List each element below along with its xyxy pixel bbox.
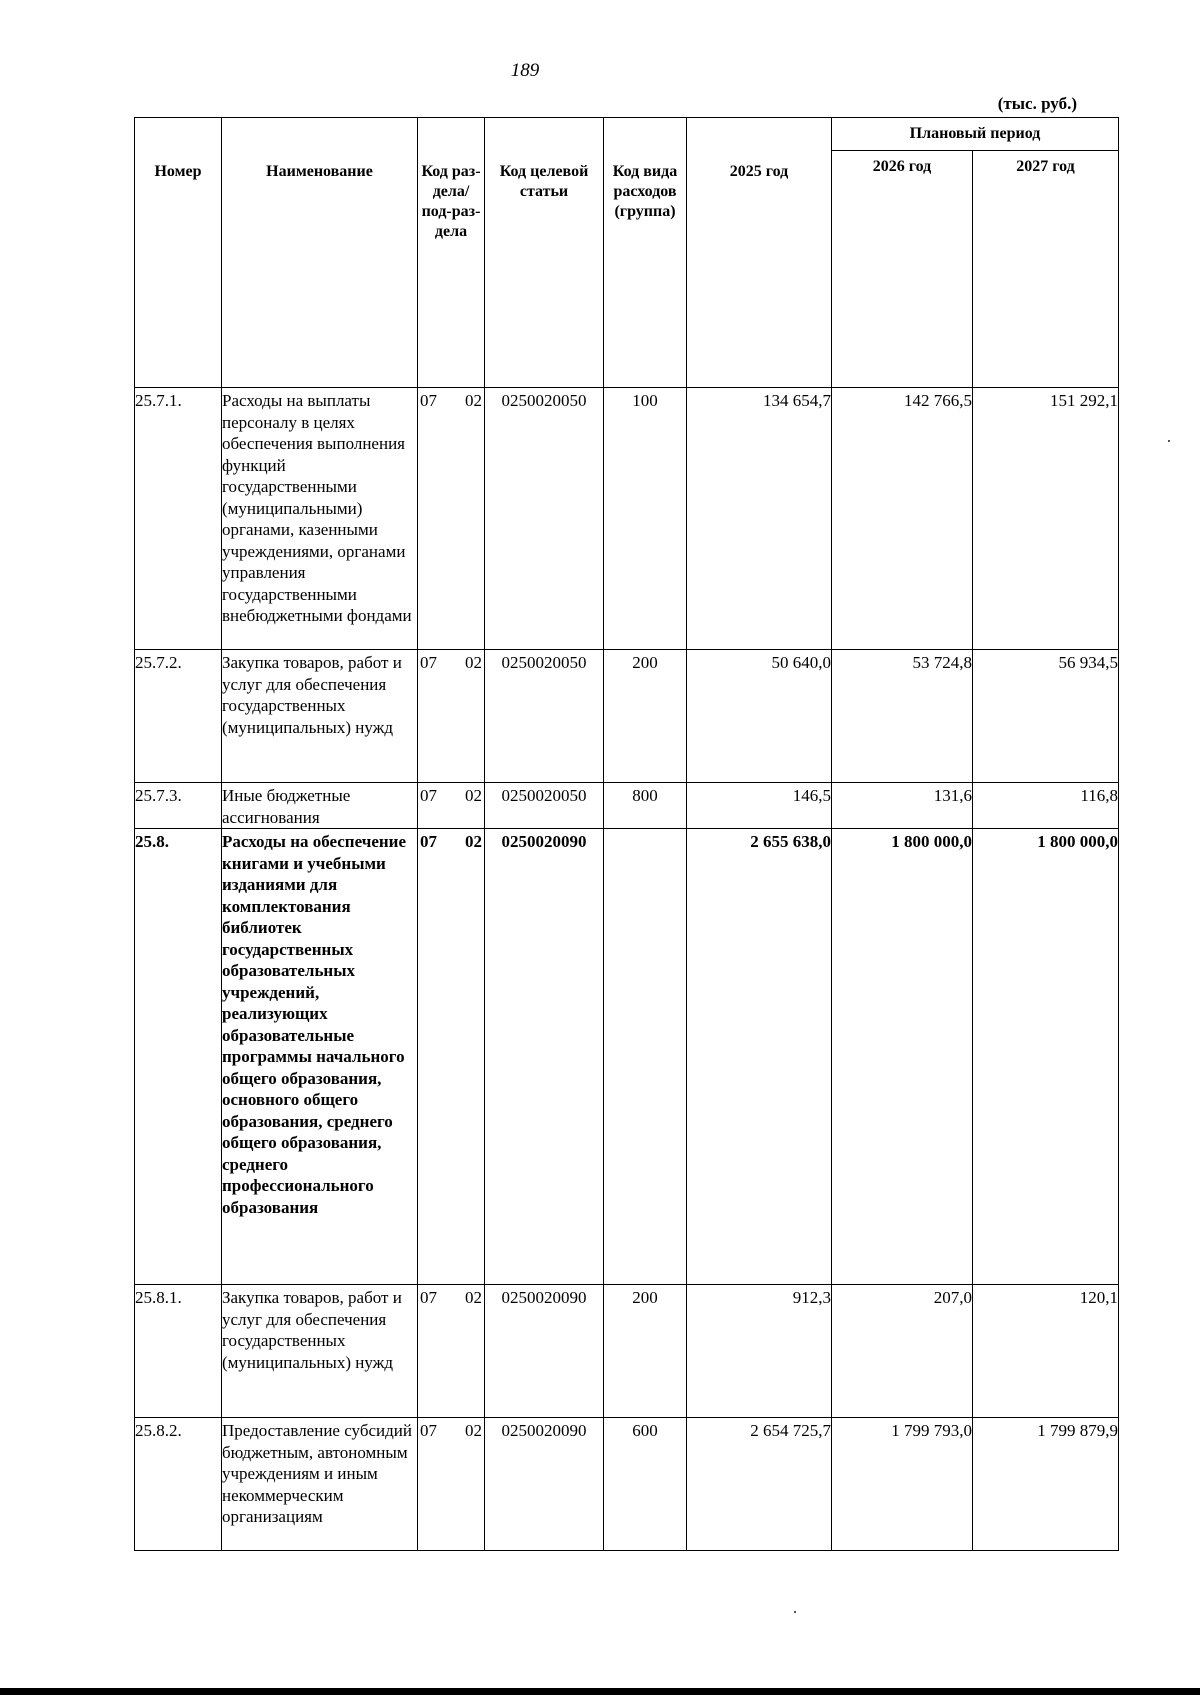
- row-target-code: 0250020050: [485, 650, 604, 783]
- row-value-2026: 53 724,8: [832, 650, 973, 783]
- row-number: 25.8.1.: [135, 1285, 222, 1418]
- units-label: (тыс. руб.): [997, 94, 1077, 113]
- row-number: 25.7.3.: [135, 783, 222, 829]
- row-expense-type: 100: [604, 388, 687, 650]
- table-row: [135, 1285, 1119, 1418]
- row-section-code: [418, 1418, 485, 1551]
- row-value-2025: 50 640,0: [687, 650, 832, 783]
- row-expense-type: [604, 829, 687, 1285]
- row-value-2025: 912,3: [687, 1285, 832, 1418]
- header-section: Код раз-дела/ под-раз-дела: [418, 118, 485, 388]
- row-value-2027: 116,8: [973, 783, 1119, 829]
- row-target-code: 0250020090: [485, 1418, 604, 1551]
- row-name: Закупка товаров, работ и услуг для обеспечения государственных (муниципальных) нужд: [222, 1285, 418, 1418]
- row-name: Предоставление субсидий бюджетным, автономным учреждениям и иным некоммерческим организациям: [222, 1418, 418, 1551]
- row-name: Закупка товаров, работ и услуг для обеспечения государственных (муниципальных) нужд: [222, 650, 418, 783]
- row-section-code: [418, 650, 485, 783]
- row-expense-type: 200: [604, 1285, 687, 1418]
- scan-speck: [1168, 440, 1170, 442]
- row-value-2027: 1 799 879,9: [973, 1418, 1119, 1551]
- page-number: 189: [510, 60, 540, 81]
- row-value-2025: 2 655 638,0: [687, 829, 832, 1285]
- row-expense-type: 600: [604, 1418, 687, 1551]
- row-value-2025: 134 654,7: [687, 388, 832, 650]
- table-row: [135, 388, 1119, 650]
- row-value-2027: 151 292,1: [973, 388, 1119, 650]
- header-year-2027: 2027 год: [973, 151, 1119, 388]
- row-number: 25.7.1.: [135, 388, 222, 650]
- header-year-2025: 2025 год: [687, 118, 832, 388]
- table-row: [135, 783, 1119, 829]
- section-code: 07: [420, 391, 437, 410]
- row-value-2027: 120,1: [973, 1285, 1119, 1418]
- section-code: 07: [420, 653, 437, 672]
- subsection-code: 02: [465, 391, 482, 410]
- header-planned-period: Плановый период: [832, 118, 1119, 151]
- row-name: Расходы на выплаты персоналу в целях обеспечения выполнения функций государственными (муниципальными) органами, казенными учреждениями, органами управления государственными внебюджетными фондами: [222, 388, 418, 650]
- row-section-code: [418, 829, 485, 1285]
- section-code: 07: [420, 1421, 437, 1440]
- subsection-code: 02: [465, 1421, 482, 1440]
- header-name: Наименование: [222, 118, 418, 388]
- row-value-2026: 131,6: [832, 783, 973, 829]
- row-target-code: 0250020090: [485, 829, 604, 1285]
- row-value-2026: 142 766,5: [832, 388, 973, 650]
- row-expense-type: 800: [604, 783, 687, 829]
- table-row: [135, 1418, 1119, 1551]
- row-value-2027: 1 800 000,0: [973, 829, 1119, 1285]
- row-number: 25.8.: [135, 829, 222, 1285]
- table-body: [135, 388, 1119, 1551]
- table-row: [135, 829, 1119, 1285]
- row-target-code: 0250020050: [485, 783, 604, 829]
- section-code: 07: [420, 832, 437, 851]
- row-target-code: 0250020050: [485, 388, 604, 650]
- row-expense-type: 200: [604, 650, 687, 783]
- row-value-2026: 207,0: [832, 1285, 973, 1418]
- subsection-code: 02: [465, 786, 482, 805]
- table-row: [135, 650, 1119, 783]
- scan-speck: [794, 1611, 796, 1613]
- section-code: 07: [420, 786, 437, 805]
- header-target: Код целевой статьи: [485, 118, 604, 388]
- row-section-code: [418, 388, 485, 650]
- row-value-2026: 1 799 793,0: [832, 1418, 973, 1551]
- scan-bottom-edge: [0, 1688, 1200, 1695]
- subsection-code: 02: [465, 832, 482, 851]
- row-number: 25.8.2.: [135, 1418, 222, 1551]
- subsection-code: 02: [465, 1288, 482, 1307]
- row-section-code: [418, 1285, 485, 1418]
- row-section-code: [418, 783, 485, 829]
- row-name: Иные бюджетные ассигнования: [222, 783, 418, 829]
- row-value-2025: 2 654 725,7: [687, 1418, 832, 1551]
- row-value-2026: 1 800 000,0: [832, 829, 973, 1285]
- budget-table: [134, 117, 1119, 1551]
- row-value-2025: 146,5: [687, 783, 832, 829]
- subsection-code: 02: [465, 653, 482, 672]
- header-expense-type: Код вида расходов (группа): [604, 118, 687, 388]
- row-value-2027: 56 934,5: [973, 650, 1119, 783]
- row-name: Расходы на обеспечение книгами и учебными изданиями для комплектования библиотек государственных образовательных учреждений, реализующих образовательные программы начального общего образования, основного общего образования, среднего общего образования, среднего профессионального образования: [222, 829, 418, 1285]
- table-header: [135, 118, 1119, 388]
- row-target-code: 0250020090: [485, 1285, 604, 1418]
- row-number: 25.7.2.: [135, 650, 222, 783]
- header-year-2026: 2026 год: [832, 151, 973, 388]
- header-number: Номер: [135, 118, 222, 388]
- section-code: 07: [420, 1288, 437, 1307]
